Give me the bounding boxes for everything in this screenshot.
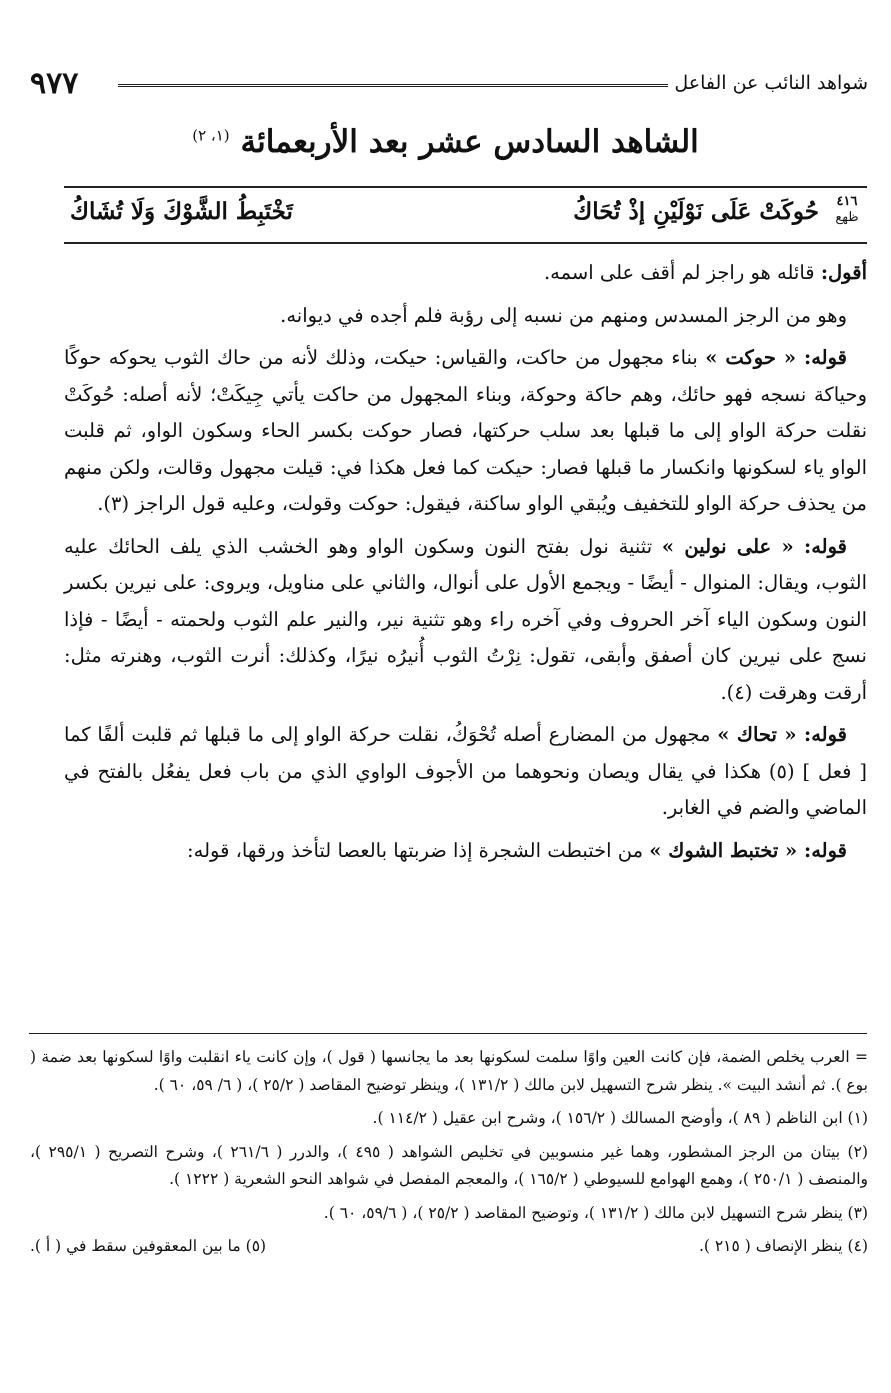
paragraph-4-text: تثنية نول بفتح النون وسكون الواو وهو الخشب الذي يلف الحائك عليه الثوب، ويقال: المنوال - أيضًا - ويجمع الأول على أنوال، والثاني على مناويل، ويروى: على نيرين بكسر النون وسكون الياء آخر الحروف وفي آخره راء وهو تثنية نير، والنير علم الثوب ولحمته - أيضًا - فإذا نسج على نيرين كان أصفق وأبقى، تقول: نِرْتُ الثوب أُنيرُه نيرًا، وكذلك: أنرت الثوب، وهنرته مثل: أرقت وهرقت (٤).	[64, 534, 867, 704]
paragraph-3-lead: قوله: « حوكت »	[705, 346, 847, 369]
verse-number-value: ٤١٦	[836, 194, 858, 209]
paragraph-5-lead: قوله: « تحاك »	[717, 723, 847, 746]
paragraph-3-text: بناء مجهول من حاكت، والقياس: حيكت، وذلك لأنه من حاك الثوب يحوكه حوكًا وحياكة نسجه فهو حائك، وهم حاكة وحوكة، وبناء المجهول من حاكت يأتي جِيكَتْ؛ لأنه أصله: حُوكَتْ نقلت حركة الواو إلى ما قبلها بعد سلب حركتها، فصار حوكت بكسر الحاء وسكون الواو، ثم قلبت الواو ياء لسكونها وانكسار ما قبلها فصار: حيكت كما فعل هكذا في: قيلت مجهول وقالت، ولكن منهم من يحذف حركة الواو للتخفيف ويُبقي الواو ساكنة، فيقول: حوكت وقولت، وعليه قول الراجز (٣).	[64, 346, 867, 515]
running-header	[30, 62, 868, 102]
section-title-footnote-ref: (١، ٢)	[192, 126, 230, 145]
footnote-continuation: = العرب يخلص الضمة، فإن كانت العين واوًا سلمت لسكونها بعد ما يجانسها ( قول )، وإن كانت ياء انقلبت واوًا لسكونها بعد ضمة ( بوع ). ثم أنشد البيت ». ينظر شرح التسهيل لابن مالك ( ١٣١/٢ )، وينظر توضيح المقاصد ( ٢٥/٢ )، ( ٦/ ٥٩، ٦٠ ).	[30, 1048, 868, 1094]
second-hemistich: تَخْتَبِطُ الشَّوْكَ وَلَا تُشَاكُ	[70, 198, 293, 225]
page-number: ٩٧٧	[30, 66, 79, 101]
footnotes	[30, 1044, 868, 1261]
header-divider	[118, 84, 668, 87]
paragraph-1	[64, 255, 867, 292]
paragraph-6-lead: قوله: « تختبط الشوك »	[649, 838, 847, 862]
paragraph-6-text: من اختبطت الشجرة إذا ضربتها بالعصا لتأخذ ورقها، قوله:	[187, 838, 650, 862]
verse-box	[64, 186, 867, 244]
footnote-row	[30, 1233, 868, 1261]
footnote-1: (١) ابن الناظم ( ٨٩ )، وأوضح المسالك ( ١٥٦/٢ )، وشرح ابن عقيل ( ١١٤/٢ ).	[372, 1109, 868, 1127]
footnote-divider	[29, 1033, 867, 1034]
verse-source-abbr: ظهع	[835, 210, 859, 225]
paragraph-4	[64, 529, 867, 712]
running-title: شواهد النائب عن الفاعل	[674, 72, 868, 94]
paragraph-2: وهو من الرجز المسدس ومنهم من نسبه إلى رؤبة فلم أجده في ديوانه.	[280, 303, 847, 327]
commentary-body	[64, 255, 867, 875]
paragraph-1-lead: أقول:	[820, 261, 867, 284]
first-hemistich: حُوكَتْ عَلَى نَوْلَيْنِ إذْ تُحَاكُ	[573, 198, 819, 225]
section-title	[0, 124, 891, 160]
paragraph-4-lead: قوله: « على نولين »	[661, 534, 847, 558]
footnote-2: (٢) بيتان من الرجز المشطور، وهما غير منسوبين في تخليص الشواهد ( ٤٩٥ )، والدرر ( ٢٦١/٦ )، وشرح التصريح ( ٢٩٥/١ )، والمنصف ( ٢٥٠/١ )، وهمع الهوامع للسيوطي ( ١٦٥/٢ )، والمعجم المفصل في شواهد النحو الشعرية ( ١٢٢٢ ).	[30, 1142, 868, 1188]
footnote-5: (٥) ما بين المعقوفين سقط في ( أ ).	[30, 1237, 267, 1255]
footnote-4: (٤) ينظر الإنصاف ( ٢١٥ ).	[698, 1237, 868, 1255]
paragraph-6	[64, 833, 867, 870]
footnote-3: (٣) ينظر شرح التسهيل لابن مالك ( ١٣١/٢ )، وتوضيح المقاصد ( ٢٥/٢ )، ( ٥٩/٦، ٦٠ ).	[323, 1203, 868, 1222]
paragraph-1-text: قائله هو راجز لم أقف على اسمه.	[543, 261, 821, 284]
paragraph-5-text: مجهول من المضارع أصله تُحْوَكُ، نقلت حركة الواو إلى ما قبلها ثم قلبت ألفًا كما [ فعل ] (٥) هكذا في يقال ويصان ونحوهما من الأجوف الواوي الذي من باب فعل يفعُل بالفتح في الماضي والضم في الغابر.	[64, 723, 867, 819]
paragraph-3	[64, 340, 867, 523]
paragraph-5	[64, 717, 867, 827]
verse-number	[827, 194, 867, 226]
section-title-text: الشاهد السادس عشر بعد الأربعمائة	[240, 124, 699, 160]
